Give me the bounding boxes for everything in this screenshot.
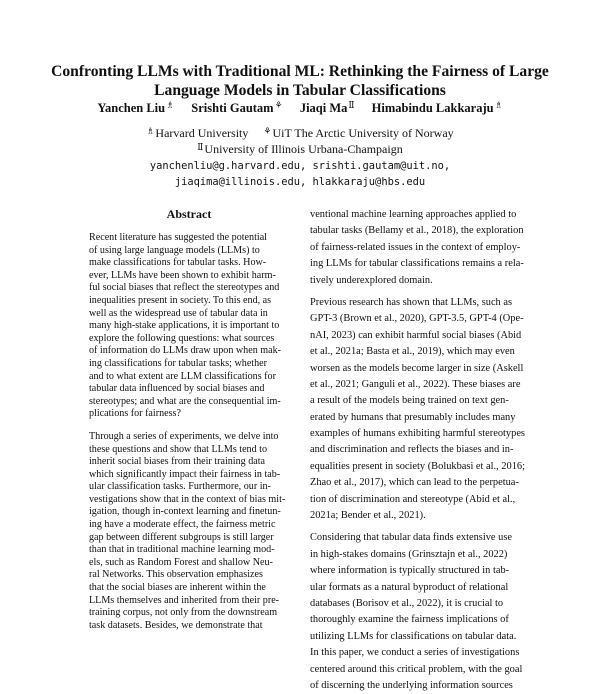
text-line: in high-stakes domains (Grinsztajn et al., 2022) [310, 548, 508, 560]
affiliation-uiuc: University of Illinois Urbana-Champaign [204, 142, 403, 156]
title-line-1: Confronting LLMs with Traditional ML: Rethinking the Fairness of Large [51, 63, 549, 80]
text-line: tively underexplored domain. [310, 274, 433, 286]
text-line: ular formats as a natural byproduct of relational [310, 581, 509, 593]
affiliation-uit: UiT The Arctic University of Norway [272, 126, 454, 140]
text-line: explore the following questions: what sources [89, 332, 275, 344]
text-line: Zhao et al., 2017), which can lead to the perpetua- [310, 477, 519, 489]
affiliation-mark: ♗ [494, 100, 503, 110]
paragraph-gap [89, 421, 289, 431]
text-line: ing LLMs for tabular classifications remains a rela- [310, 258, 524, 270]
author [97, 101, 174, 115]
text-line: ular classification tasks. Furthermore, our in- [89, 481, 271, 493]
text-line: make classifications for tabular tasks. How- [89, 257, 267, 269]
text-line: ever, LLMs have been shown to exhibit harm- [89, 269, 276, 281]
affiliations-line-1 [20, 126, 580, 141]
email-line-1: yanchenliu@g.harvard.edu, srishti.gautam@uit.no, [149, 160, 451, 172]
text-line: ing classifications for tabular tasks; whether [89, 357, 267, 369]
text-line: Through a series of experiments, we delve into [89, 430, 279, 442]
text-line: Previous research has shown that LLMs, such as [310, 296, 512, 308]
affiliation-mark: ♗ [166, 100, 175, 110]
text-line: Recent literature has suggested the potential [89, 232, 267, 243]
text-line: gap between different subgroups is still larger [89, 531, 274, 543]
text-line: databases (Borisov et al., 2022), it is crucial to [310, 597, 504, 609]
author-list [20, 100, 580, 116]
author [191, 101, 282, 115]
text-line: of discerning the underlying information sources [310, 679, 513, 691]
text-line: task datasets. Besides, we demonstrate that [89, 619, 263, 631]
text-line: training corpus, not only from the downstream [89, 607, 278, 619]
text-line: many high-stake applications, it is important to [89, 320, 280, 332]
text-line: of using large language models (LLMs) to [89, 244, 260, 256]
text-line: of fairness-related issues in the context of employ- [310, 241, 521, 253]
text-line: 2021a; Bender et al., 2021). [310, 510, 426, 522]
text-line: well as the widespread use of tabular data in [89, 307, 268, 319]
text-line: centered around this critical problem, with the goal [310, 663, 523, 675]
text-line: GPT-3 (Brown et al., 2020), GPT-3.5, GPT-4 (Ope- [310, 313, 524, 325]
text-line: utilizing LLMs for classifications on tabular data. [310, 630, 517, 642]
abstract-heading: Abstract [166, 207, 212, 221]
text-line: than that in traditional machine learning mod- [89, 544, 275, 556]
text-line: inherit social biases from their training data [89, 456, 266, 468]
text-line: these questions and show that LLMs tend to [89, 443, 268, 455]
text-line: equalities present in society (Bolukbasi et al., 2016; [310, 460, 525, 472]
text-line: igation, though in-context learning and finetun- [89, 506, 281, 518]
text-line: ventional machine learning approaches applied to [310, 209, 517, 220]
text-line: and to what extent are LLM classifications for [89, 370, 276, 382]
author [372, 101, 503, 115]
author-name: Jiaqi Ma [299, 101, 348, 115]
text-line: tion of discrimination and stereotype (Abid et al., [310, 493, 516, 505]
email-line-2: jiaqima@illinois.edu, hlakkaraju@hbs.edu [174, 176, 426, 188]
text-line: erated by humans that presumably includes many [310, 411, 516, 423]
text-line: where information is typically structured in tab- [310, 565, 510, 577]
text-line: that the social biases are inherent within the [89, 582, 266, 594]
text-line: stereotypes; and what are the consequential im- [89, 395, 281, 407]
affiliation-mark: ⚘ [274, 100, 283, 110]
author-name: Yanchen Liu [97, 101, 166, 115]
text-line: Considering that tabular data finds extensive use [310, 532, 512, 544]
text-line: et al., 2021; Ganguli et al., 2022). These biases are [310, 378, 521, 390]
paper-title [50, 62, 550, 100]
text-line: et al., 2021a; Basta et al., 2019), which may even [310, 346, 515, 358]
author-name: Srishti Gautam [191, 101, 274, 115]
affiliation-mark: Ⅱ [197, 142, 204, 152]
text-line: els, such as Random Forest and shallow Neu- [89, 556, 273, 568]
text-line: examples of humans exhibiting harmful stereotypes [310, 428, 525, 440]
text-line: thoroughly examine the fairness implications of [310, 614, 509, 626]
text-line: and discrimination and reflects the biases and in- [310, 444, 514, 456]
text-line: of information do LLMs draw upon when mak- [89, 345, 282, 357]
author [300, 101, 355, 115]
text-line: LLMs themselves and inherited from their pre- [89, 594, 280, 606]
text-line: nAI, 2023) can exhibit harmful social biases (Abid [310, 329, 522, 341]
affiliation-mark: ♗ [146, 126, 155, 136]
text-line: In this paper, we conduct a series of investigations [310, 647, 520, 659]
text-line: ral Networks. This observation emphasizes [89, 569, 263, 581]
text-line: plications for fairness? [89, 408, 181, 420]
abstract-column [89, 232, 289, 631]
affiliation-harvard: Harvard University [155, 126, 249, 140]
affiliation-mark: ⚘ [263, 126, 272, 136]
text-line: which significantly impact their fairness in tab- [89, 468, 281, 480]
text-line: a result of the models being trained on text gen- [310, 395, 509, 407]
title-line-2: Language Models in Tabular Classifications [154, 82, 446, 99]
body-column-right [310, 207, 532, 691]
text-line: ful social biases that reflect the stereotypes and [89, 282, 280, 294]
text-line: vestigations show that in the context of bias mit- [89, 493, 286, 505]
text-line: ing have a moderate effect, the fairness metric [89, 519, 276, 531]
affiliations-line-2 [20, 142, 580, 157]
affiliation-mark: Ⅱ [348, 100, 355, 110]
author-name: Himabindu Lakkaraju [371, 101, 494, 115]
text-line: tabular data influenced by social biases and [89, 383, 265, 395]
text-line: tabular tasks (Bellamy et al., 2018), the exploration [310, 225, 524, 237]
text-line: inequalities present in society. To this end, as [89, 294, 272, 306]
text-line: worsen as the models become larger in size (Askell [310, 362, 524, 374]
